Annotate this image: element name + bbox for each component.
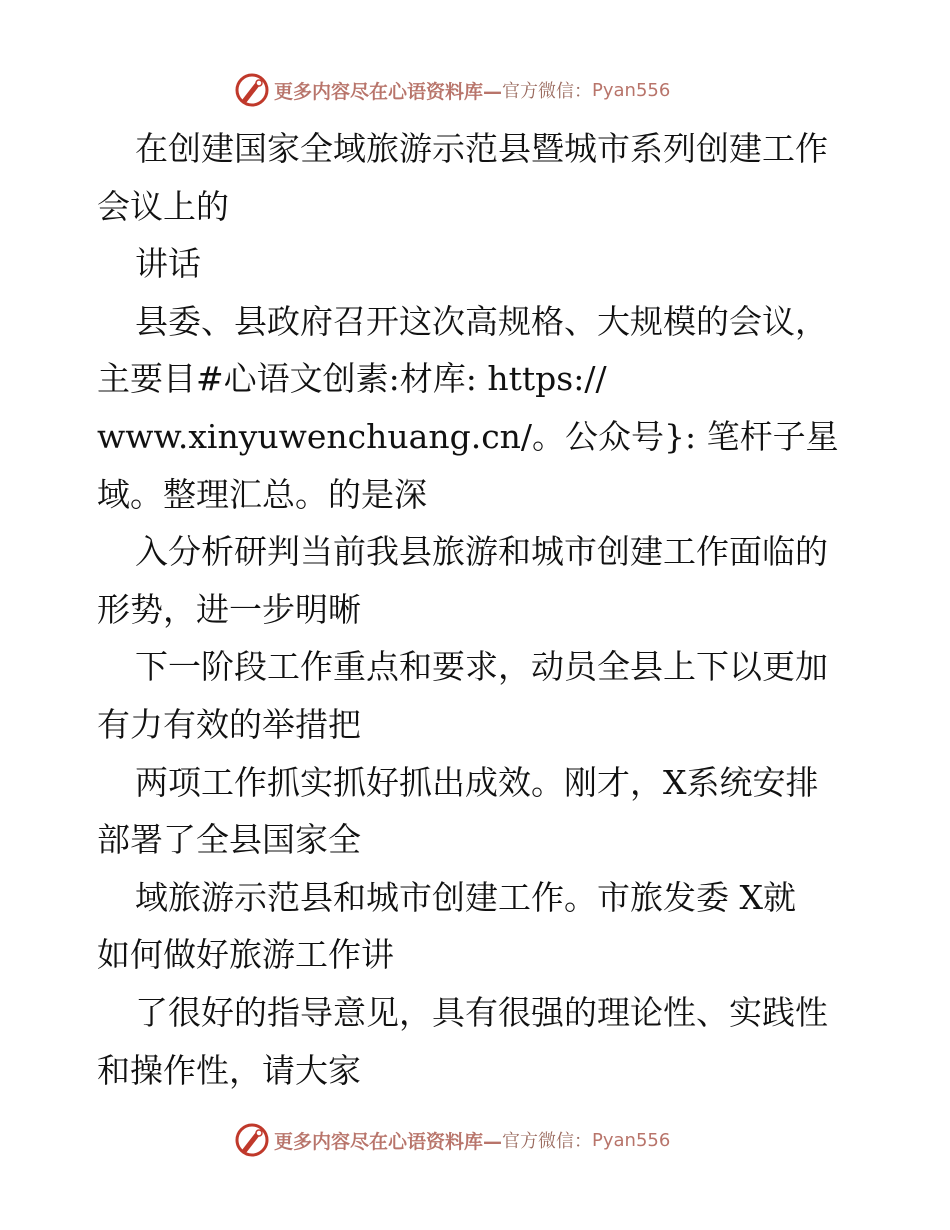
pen-logo-icon: [234, 1122, 270, 1158]
banner-text: 更多内容尽在心语资料库—: [274, 80, 503, 103]
text-line: www.xinyuwenchuang.cn/。公众号}: 笔杆子星: [97, 416, 839, 456]
text-line: 下一阶段工作重点和要求，动员全县上下以更加: [135, 647, 828, 687]
text-line: 形势，进一步明晰: [97, 589, 361, 629]
banner-wechat-label: 官方微信：: [502, 81, 593, 102]
text-line: 县委、县政府召开这次高规格、大规模的会议，: [135, 301, 828, 341]
text-line: 讲话: [135, 244, 201, 284]
text-line: 会议上的: [97, 186, 229, 226]
text-line: 域旅游示范县和城市创建工作。市旅发委 X就: [135, 877, 796, 917]
banner-wechat-id: Pyan556: [592, 1129, 671, 1151]
banner-wechat-label: 官方微信：: [502, 1131, 593, 1152]
text-line: 在创建国家全域旅游示范县暨城市系列创建工作: [135, 129, 828, 168]
text-line: 如何做好旅游工作讲: [97, 935, 394, 975]
text-line: 两项工作抓实抓好抓出成效。刚才，X系统安排: [135, 762, 819, 802]
banner-wechat-id: Pyan556: [592, 79, 671, 101]
banner-text: 更多内容尽在心语资料库—: [274, 1130, 503, 1153]
text-line: 入分析研判当前我县旅游和城市创建工作面临的: [135, 532, 828, 572]
pen-logo-icon: [234, 72, 270, 108]
header-watermark-banner: [234, 70, 670, 110]
text-line: 主要目#心语文创素:材库: https://: [97, 359, 607, 399]
text-line: 有力有效的举措把: [97, 704, 361, 744]
text-line: 域。整理汇总。的是深: [97, 474, 427, 514]
text-line: 部署了全县国家全: [97, 820, 361, 860]
document-body: [97, 120, 857, 1099]
text-line: 了很好的指导意见，具有很强的理论性、实践性: [135, 992, 828, 1032]
footer-watermark-banner: [234, 1120, 670, 1160]
text-line: 和操作性，请大家: [97, 1050, 361, 1090]
